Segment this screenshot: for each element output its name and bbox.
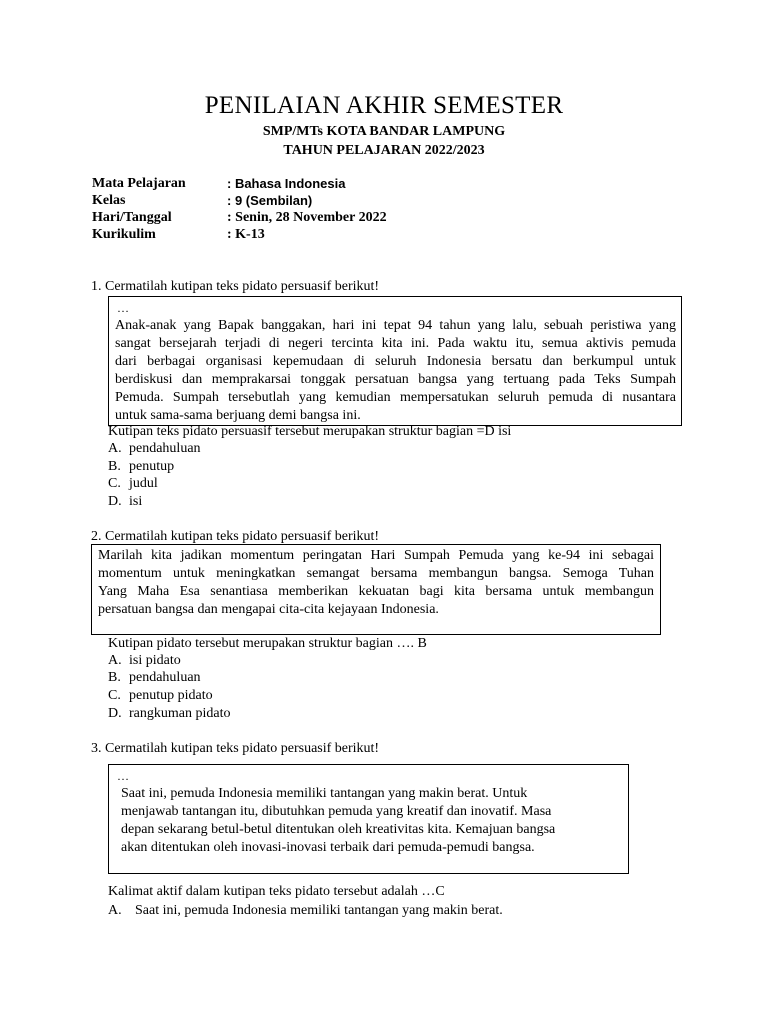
passage-line: menjawab tantangan itu, dibutuhkan pemuda yang kreatif dan inovatif. Masa bbox=[121, 804, 552, 819]
option-text: pendahuluan bbox=[129, 670, 201, 685]
academic-year: TAHUN PELAJARAN 2022/2023 bbox=[283, 143, 485, 158]
option-letter: A. bbox=[108, 441, 122, 456]
info-label: Mata Pelajaran bbox=[92, 176, 186, 191]
question-text: Kutipan teks pidato persuasif tersebut merupakan struktur bagian =D isi bbox=[108, 424, 512, 439]
option-text: isi bbox=[129, 494, 143, 509]
option-letter: A. bbox=[108, 903, 122, 918]
ellipsis: … bbox=[117, 301, 129, 315]
question-prompt: 1. Cermatilah kutipan teks pidato persuasif berikut! bbox=[91, 279, 380, 294]
passage-line: Saat ini, pemuda Indonesia memiliki tantangan yang makin berat. Untuk bbox=[121, 786, 528, 801]
option-text: rangkuman pidato bbox=[129, 706, 231, 721]
option-letter: D. bbox=[108, 494, 122, 509]
passage-line: Anak-anak yang Bapak banggakan, hari ini tepat 94 tahun yang lalu, sebuah peristiwa yang bbox=[115, 318, 676, 333]
question-text: Kutipan pidato tersebut merupakan struktur bagian …. B bbox=[108, 636, 427, 651]
info-label: Kelas bbox=[92, 193, 126, 208]
passage-line: akan ditentukan oleh inovasi-inovasi terbaik dari pemuda-pemudi bangsa. bbox=[121, 840, 535, 855]
option-text: penutup pidato bbox=[129, 688, 213, 703]
option-text: pendahuluan bbox=[129, 441, 201, 456]
option-text: Saat ini, pemuda Indonesia memiliki tantangan yang makin berat. bbox=[135, 903, 503, 918]
question-prompt: 3. Cermatilah kutipan teks pidato persuasif berikut! bbox=[91, 741, 380, 756]
passage-text bbox=[115, 317, 676, 425]
passage-text bbox=[121, 785, 626, 857]
option-text: judul bbox=[129, 476, 158, 491]
info-label: Hari/Tanggal bbox=[92, 210, 172, 225]
info-value: : 9 (Sembilan) bbox=[227, 193, 313, 208]
info-label: Kurikulim bbox=[92, 227, 156, 242]
info-value: : K-13 bbox=[227, 227, 265, 242]
option-letter: C. bbox=[108, 688, 121, 703]
passage-line: persatuan bangsa dan mengapai cita-cita kejayaan Indonesia. bbox=[98, 602, 439, 617]
passage-line: dari berbagai organisasi kepemudaan di seluruh Indonesia bersatu dan berkumpul untuk bbox=[115, 354, 676, 369]
option-letter: B. bbox=[108, 670, 121, 685]
passage-line: Yang Maha Esa senantiasa memberikan kekuatan bagi kita bersama untuk membangun bbox=[98, 584, 654, 599]
passage-line: Pemuda. Sumpah tersebutlah yang kemudian mempersatukan seluruh pemuda di nusantara bbox=[115, 390, 676, 405]
passage-box bbox=[108, 764, 629, 874]
option-letter: C. bbox=[108, 476, 121, 491]
ellipsis: … bbox=[117, 769, 129, 783]
passage-text bbox=[98, 547, 654, 619]
passage-box bbox=[108, 296, 682, 426]
passage-line: Marilah kita jadikan momentum peringatan Hari Sumpah Pemuda yang ke-94 ini sebagai bbox=[98, 548, 654, 563]
option-letter: B. bbox=[108, 459, 121, 474]
info-value: : Bahasa Indonesia bbox=[227, 176, 346, 191]
passage-line: momentum untuk meningkatkan semangat bersama membangun bangsa. Semoga Tuhan bbox=[98, 566, 654, 581]
passage-line: sangat bersejarah terjadi di negeri tercinta kita ini. Pada waktu itu, semua aktivis pemuda bbox=[115, 336, 676, 351]
passage-line: untuk sama-sama berjuang demi bangsa ini. bbox=[115, 408, 361, 423]
passage-line: depan sekarang betul-betul ditentukan oleh kreativitas kita. Kemajuan bangsa bbox=[121, 822, 556, 837]
passage-line: berdiskusi dan memprakarsai tonggak persatuan bangsa yang tertuang pada Teks Sumpah bbox=[115, 372, 676, 387]
option-letter: D. bbox=[108, 706, 122, 721]
question-text: Kalimat aktif dalam kutipan teks pidato tersebut adalah …C bbox=[108, 884, 445, 899]
option-letter: A. bbox=[108, 653, 122, 668]
info-value: : Senin, 28 November 2022 bbox=[227, 210, 387, 225]
option-text: isi pidato bbox=[129, 653, 181, 668]
exam-title: PENILAIAN AKHIR SEMESTER bbox=[204, 92, 564, 119]
school-name: SMP/MTs KOTA BANDAR LAMPUNG bbox=[262, 124, 506, 139]
option-text: penutup bbox=[129, 459, 175, 474]
question-prompt: 2. Cermatilah kutipan teks pidato persuasif berikut! bbox=[91, 529, 380, 544]
passage-box bbox=[91, 544, 661, 635]
